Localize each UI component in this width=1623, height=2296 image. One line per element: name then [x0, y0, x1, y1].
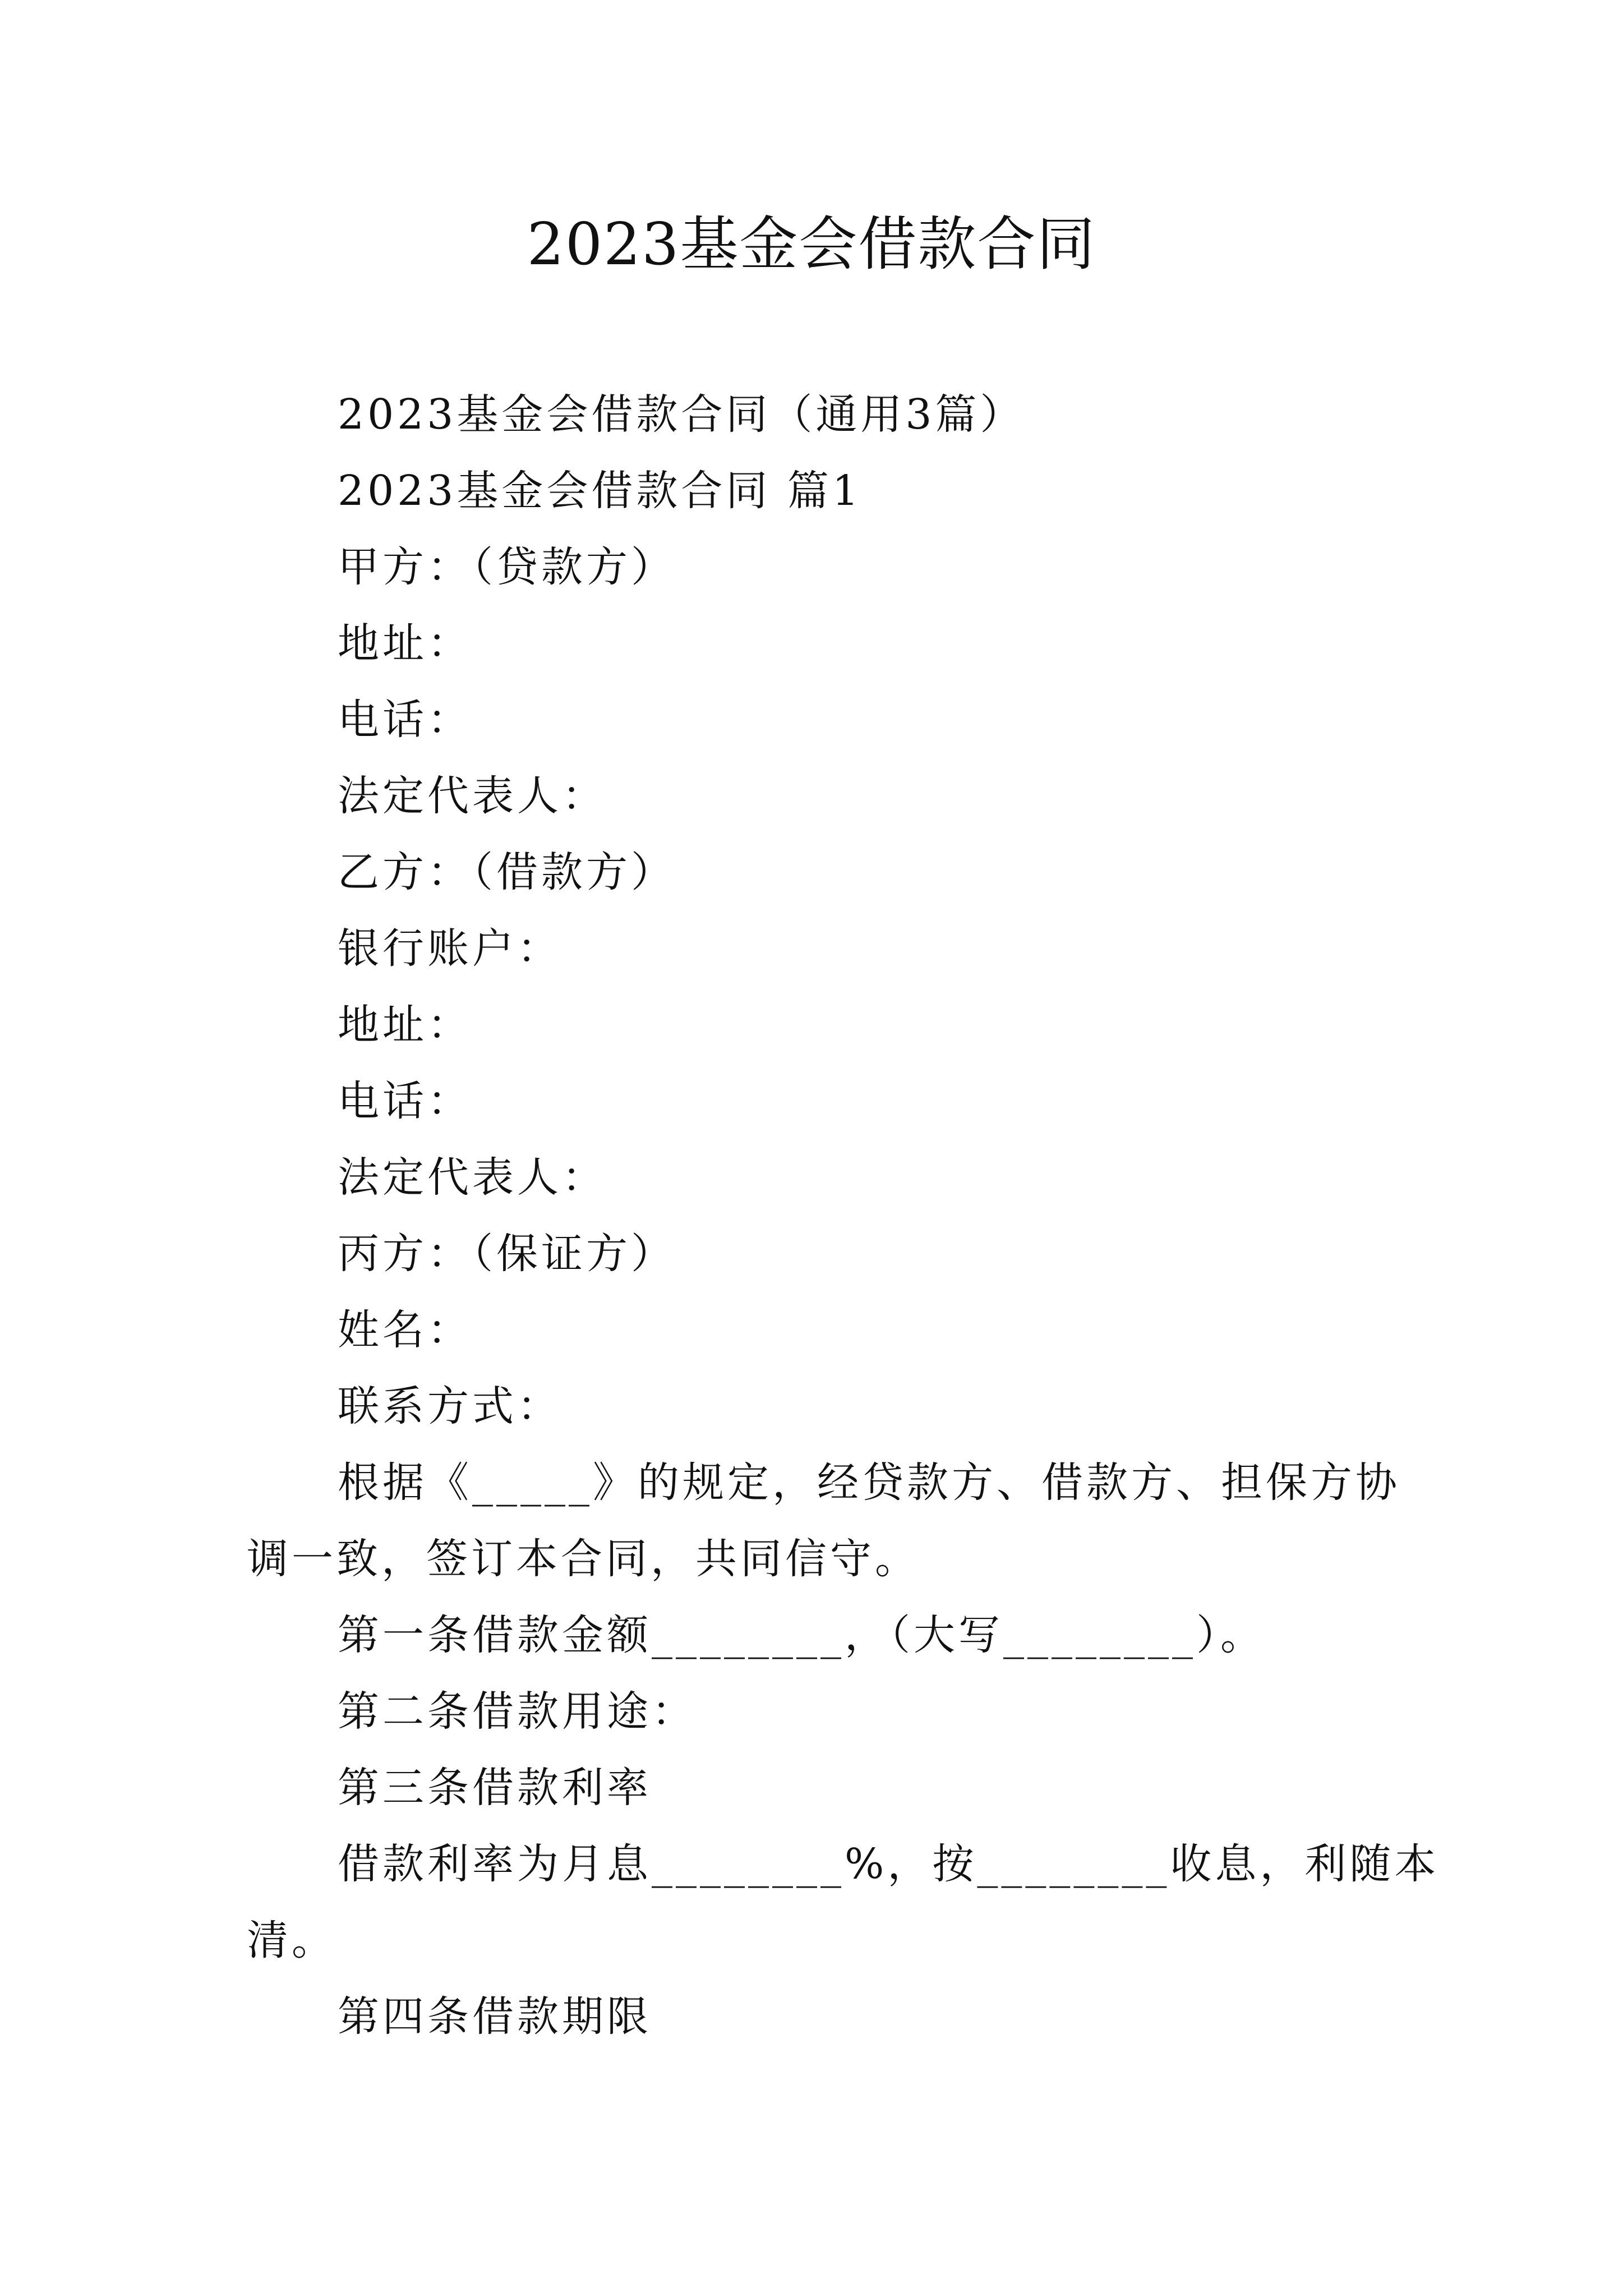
party-a-address: 地址：	[338, 619, 472, 668]
section-heading: 2023基金会借款合同 篇1	[338, 467, 862, 515]
article-2-purpose: 第二条借款用途：	[338, 1687, 697, 1736]
party-b-representative: 法定代表人：	[338, 1153, 607, 1202]
party-b-bank-account: 银行账户：	[338, 924, 562, 973]
article-1-amount: 第一条借款金额________，（大写________）。	[338, 1611, 1265, 1659]
party-b-line: 乙方：（借款方）	[338, 848, 676, 896]
article-3-rate-line-2: 清。	[247, 1916, 336, 1964]
party-c-name: 姓名：	[338, 1306, 472, 1354]
party-c-contact: 联系方式：	[338, 1382, 562, 1430]
article-3-rate-line-1: 借款利率为月息________%，按________收息，利随本	[338, 1840, 1440, 1888]
party-c-line: 丙方：（保证方）	[338, 1230, 676, 1278]
party-b-phone: 电话：	[338, 1077, 472, 1125]
article-3-heading: 第三条借款利率	[338, 1764, 652, 1812]
party-a-representative: 法定代表人：	[338, 772, 607, 820]
party-a-phone: 电话：	[338, 696, 472, 744]
document-title: 2023基金会借款合同	[527, 210, 1096, 278]
preamble-line-2: 调一致，签订本合同，共同信守。	[247, 1535, 920, 1583]
party-b-address: 地址：	[338, 1001, 472, 1049]
subtitle-line: 2023基金会借款合同（通用3篇）	[338, 390, 1025, 439]
preamble-line-1: 根据《_____》的规定，经贷款方、借款方、担保方协	[338, 1458, 1400, 1507]
article-4-heading: 第四条借款期限	[338, 1993, 652, 2041]
party-a-line: 甲方：（贷款方）	[338, 543, 676, 591]
